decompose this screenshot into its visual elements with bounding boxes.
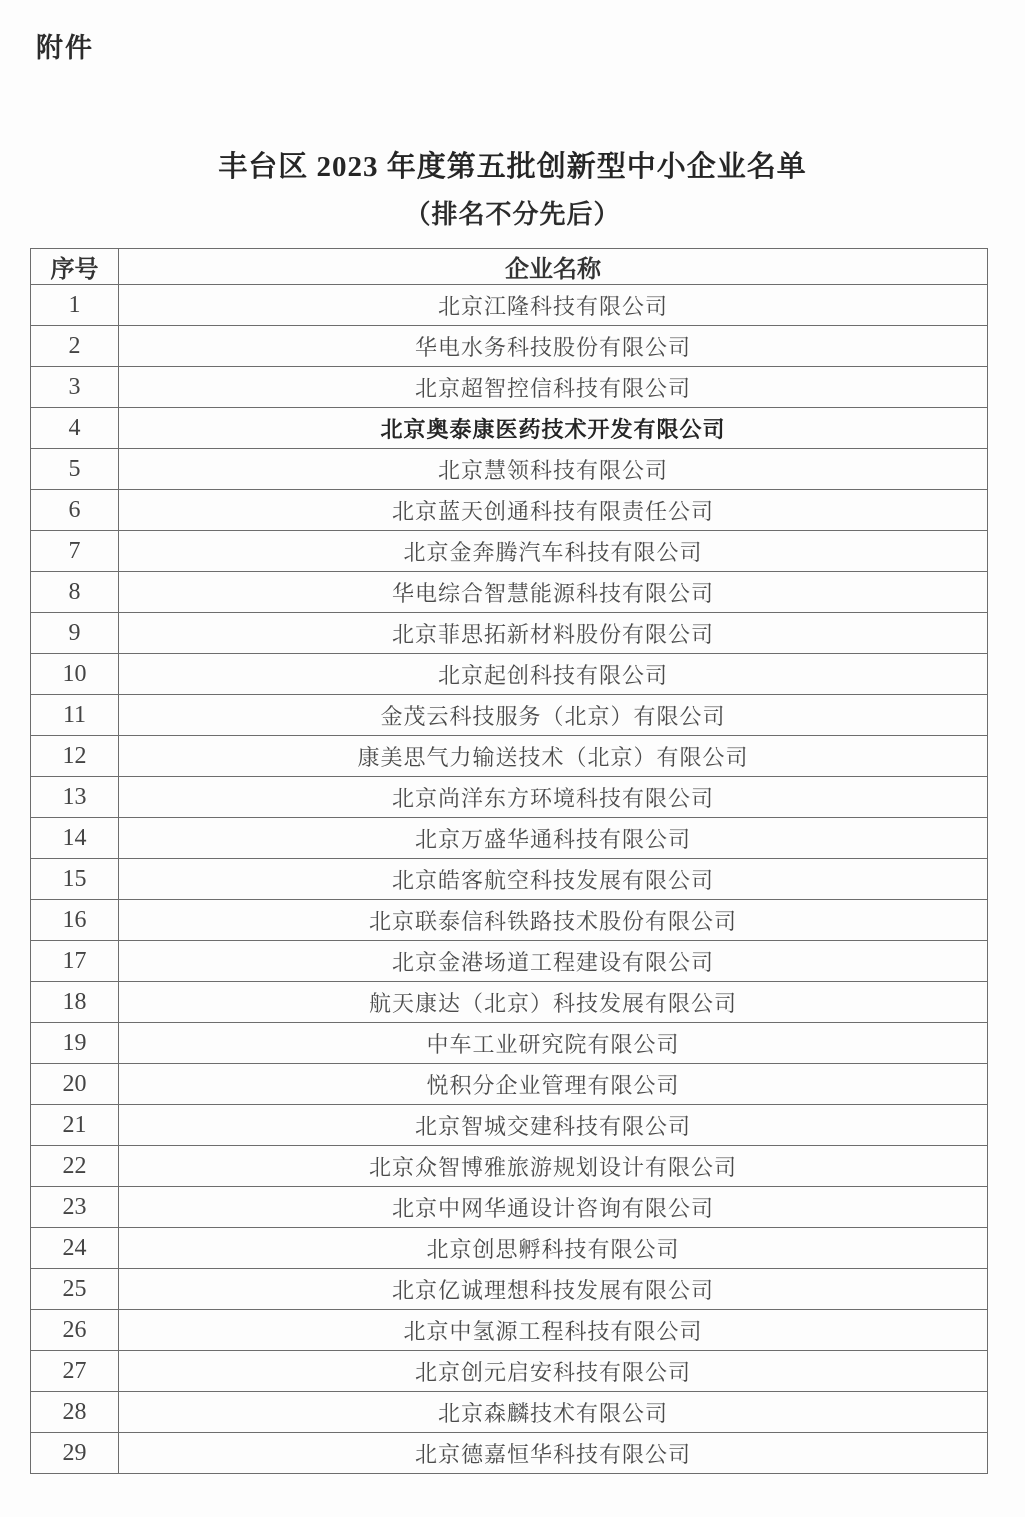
- row-number: 9: [31, 613, 119, 654]
- company-name: 北京超智控信科技有限公司: [119, 367, 988, 408]
- table-row: [31, 777, 988, 818]
- table-row: [31, 982, 988, 1023]
- table-row: [31, 818, 988, 859]
- company-name: 北京万盛华通科技有限公司: [119, 818, 988, 859]
- company-table-body: [31, 285, 988, 1474]
- table-row: [31, 695, 988, 736]
- table-row: [31, 1269, 988, 1310]
- table-row: [31, 531, 988, 572]
- table-row: [31, 941, 988, 982]
- table-row: [31, 1064, 988, 1105]
- company-name: 北京亿诚理想科技发展有限公司: [119, 1269, 988, 1310]
- header-cell-company-name: 企业名称: [119, 249, 988, 285]
- company-name: 北京中网华通设计咨询有限公司: [119, 1187, 988, 1228]
- row-number: 24: [31, 1228, 119, 1269]
- row-number: 4: [31, 408, 119, 449]
- row-number: 23: [31, 1187, 119, 1228]
- row-number: 11: [31, 695, 119, 736]
- table-row: [31, 1433, 988, 1474]
- row-number: 8: [31, 572, 119, 613]
- company-table-header: [31, 249, 988, 285]
- company-name: 北京奥泰康医药技术开发有限公司: [119, 408, 988, 449]
- table-row: [31, 1105, 988, 1146]
- row-number: 10: [31, 654, 119, 695]
- table-row: [31, 613, 988, 654]
- row-number: 18: [31, 982, 119, 1023]
- row-number: 7: [31, 531, 119, 572]
- row-number: 29: [31, 1433, 119, 1474]
- company-name: 华电综合智慧能源科技有限公司: [119, 572, 988, 613]
- table-row: [31, 1146, 988, 1187]
- table-row: [31, 1023, 988, 1064]
- row-number: 16: [31, 900, 119, 941]
- table-row: [31, 285, 988, 326]
- company-name: 北京联泰信科铁路技术股份有限公司: [119, 900, 988, 941]
- table-row: [31, 572, 988, 613]
- company-name: 北京起创科技有限公司: [119, 654, 988, 695]
- company-name: 北京森麟技术有限公司: [119, 1392, 988, 1433]
- row-number: 12: [31, 736, 119, 777]
- table-row: [31, 900, 988, 941]
- row-number: 3: [31, 367, 119, 408]
- table-row: [31, 859, 988, 900]
- attachment-label: 附件: [36, 33, 94, 63]
- company-name: 康美思气力输送技术（北京）有限公司: [119, 736, 988, 777]
- table-row: [31, 1187, 988, 1228]
- row-number: 27: [31, 1351, 119, 1392]
- company-name: 北京创元启安科技有限公司: [119, 1351, 988, 1392]
- row-number: 20: [31, 1064, 119, 1105]
- company-name: 北京中氢源工程科技有限公司: [119, 1310, 988, 1351]
- header-cell-number: 序号: [31, 249, 119, 285]
- table-row: [31, 1228, 988, 1269]
- company-name: 悦积分企业管理有限公司: [119, 1064, 988, 1105]
- table-row: [31, 1351, 988, 1392]
- table-row: [31, 449, 988, 490]
- row-number: 2: [31, 326, 119, 367]
- company-name: 北京蓝天创通科技有限责任公司: [119, 490, 988, 531]
- row-number: 26: [31, 1310, 119, 1351]
- company-name: 金茂云科技服务（北京）有限公司: [119, 695, 988, 736]
- row-number: 13: [31, 777, 119, 818]
- row-number: 19: [31, 1023, 119, 1064]
- row-number: 25: [31, 1269, 119, 1310]
- row-number: 22: [31, 1146, 119, 1187]
- table-row: [31, 1310, 988, 1351]
- table-row: [31, 408, 988, 449]
- header-row: [31, 249, 988, 285]
- company-name: 北京创思孵科技有限公司: [119, 1228, 988, 1269]
- company-name: 中车工业研究院有限公司: [119, 1023, 988, 1064]
- table-row: [31, 1392, 988, 1433]
- row-number: 6: [31, 490, 119, 531]
- company-name: 北京德嘉恒华科技有限公司: [119, 1433, 988, 1474]
- company-name: 北京金奔腾汽车科技有限公司: [119, 531, 988, 572]
- company-name: 北京皓客航空科技发展有限公司: [119, 859, 988, 900]
- company-name: 北京智城交建科技有限公司: [119, 1105, 988, 1146]
- document-subtitle: （排名不分先后）: [404, 200, 621, 229]
- company-name: 华电水务科技股份有限公司: [119, 326, 988, 367]
- table-row: [31, 736, 988, 777]
- row-number: 21: [31, 1105, 119, 1146]
- company-name: 北京慧领科技有限公司: [119, 449, 988, 490]
- company-name: 北京江隆科技有限公司: [119, 285, 988, 326]
- table-row: [31, 326, 988, 367]
- row-number: 5: [31, 449, 119, 490]
- row-number: 1: [31, 285, 119, 326]
- document-title: 丰台区 2023 年度第五批创新型中小企业名单: [218, 151, 807, 183]
- company-name: 北京金港场道工程建设有限公司: [119, 941, 988, 982]
- table-row: [31, 367, 988, 408]
- company-name: 北京尚洋东方环境科技有限公司: [119, 777, 988, 818]
- company-name: 北京众智博雅旅游规划设计有限公司: [119, 1146, 988, 1187]
- row-number: 17: [31, 941, 119, 982]
- company-table: [30, 248, 988, 1474]
- company-name: 北京菲思拓新材料股份有限公司: [119, 613, 988, 654]
- table-row: [31, 490, 988, 531]
- row-number: 28: [31, 1392, 119, 1433]
- table-row: [31, 654, 988, 695]
- row-number: 14: [31, 818, 119, 859]
- row-number: 15: [31, 859, 119, 900]
- company-name: 航天康达（北京）科技发展有限公司: [119, 982, 988, 1023]
